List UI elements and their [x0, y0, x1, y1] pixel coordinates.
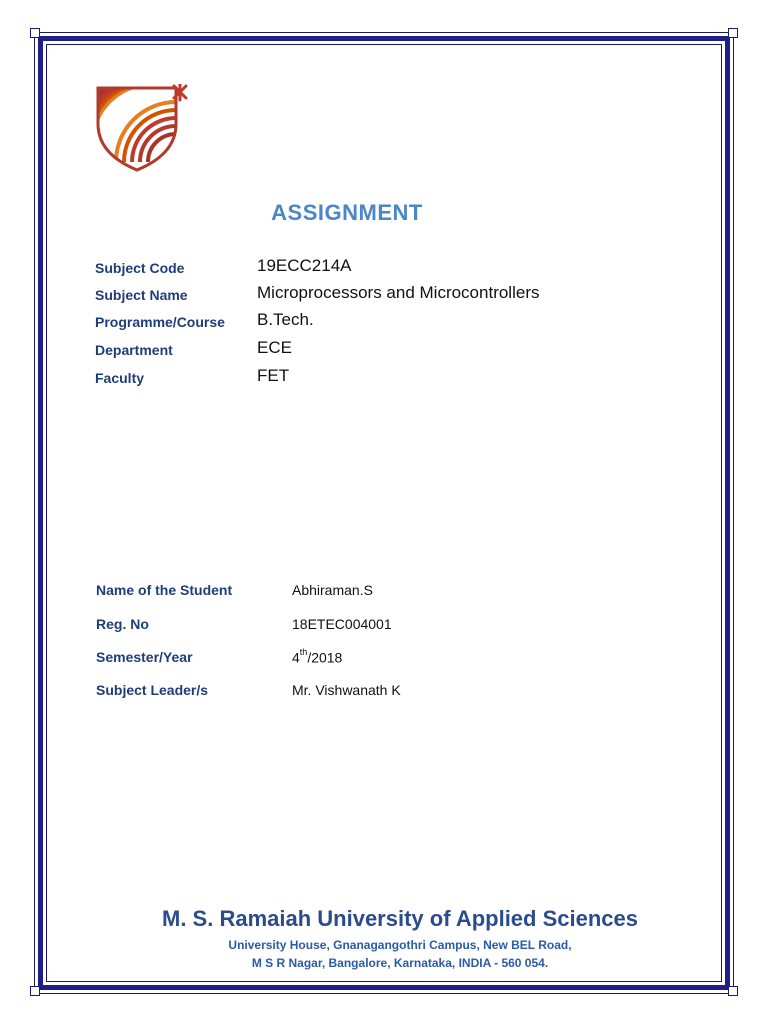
- semester-value: [292, 649, 342, 666]
- semester-label: Semester/Year: [96, 649, 193, 665]
- programme-value: B.Tech.: [257, 310, 314, 329]
- subject-code-value: 19ECC214A: [257, 256, 352, 275]
- subject-leader-label: Subject Leader/s: [96, 682, 209, 698]
- student-name-label: Name of the Student: [96, 582, 233, 598]
- border-corner-bottom-left: [30, 986, 40, 996]
- faculty-label: Faculty: [95, 370, 145, 386]
- programme-label: Programme/Course: [95, 314, 225, 330]
- reg-no-label: Reg. No: [96, 616, 149, 632]
- university-name: M. S. Ramaiah University of Applied Sciences: [162, 906, 638, 931]
- semester-number: 4: [292, 649, 300, 666]
- subject-name-label: Subject Name: [95, 287, 188, 303]
- address-line-1: University House, Gnanagangothri Campus, New BEL Road,: [228, 938, 572, 952]
- department-value: ECE: [257, 338, 292, 357]
- university-logo: [94, 84, 192, 172]
- semester-year: /2018: [307, 649, 343, 666]
- subject-code-label: Subject Code: [95, 260, 185, 276]
- department-label: Department: [95, 342, 173, 358]
- page-border-inner: [46, 44, 722, 982]
- semester-ordinal-suffix: th: [299, 647, 308, 657]
- subject-name-value: Microprocessors and Microcontrollers: [257, 283, 540, 302]
- reg-no-value: 18ETEC004001: [292, 616, 392, 632]
- address-line-2: M S R Nagar, Bangalore, Karnataka, INDIA - 560 054.: [251, 956, 549, 970]
- document-title: ASSIGNMENT: [271, 200, 423, 225]
- border-corner-top-left: [30, 28, 40, 38]
- border-corner-top-right: [728, 28, 738, 38]
- subject-leader-value: Mr. Vishwanath K: [292, 682, 401, 698]
- student-name-value: Abhiraman.S: [292, 582, 373, 598]
- faculty-value: FET: [257, 366, 290, 385]
- border-corner-bottom-right: [728, 986, 738, 996]
